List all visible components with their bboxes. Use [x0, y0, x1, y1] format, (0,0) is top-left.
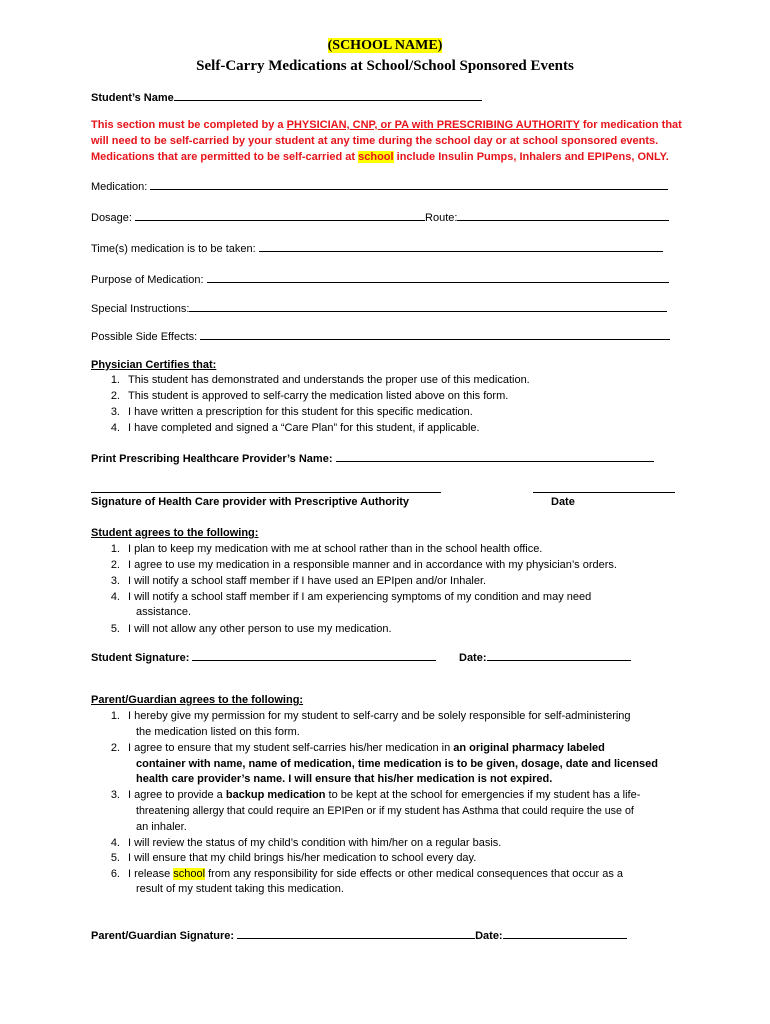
side-effects-field[interactable]: [200, 329, 670, 340]
student-name-field[interactable]: [174, 90, 482, 101]
side-effects-row: [91, 329, 670, 344]
item-text: This student has demonstrated and understands the proper use of this medication.: [128, 374, 530, 386]
provider-name-label: Print Prescribing Healthcare Provider’s Name:: [91, 453, 333, 465]
list-item: [91, 788, 640, 802]
purpose-label: Purpose of Medication:: [91, 274, 204, 286]
item-text: This student is approved to self-carry the medication listed above on this form.: [128, 390, 509, 402]
student-signature-label: Student Signature:: [91, 652, 190, 664]
item-text: I will notify a school staff member if I have used an EPIpen and/or Inhaler.: [128, 575, 487, 587]
notice-text: for medication that: [579, 119, 682, 131]
list-item: [91, 741, 605, 755]
item-text: I plan to keep my medication with me at school rather than in the school health office.: [128, 543, 543, 555]
list-item-continuation: assistance.: [136, 606, 192, 618]
item-text: I will ensure that my child brings his/her medication to school every day.: [128, 852, 477, 864]
parent-signature-label: Parent/Guardian Signature:: [91, 930, 235, 942]
item-number: 4.: [110, 422, 120, 434]
item-number: 6.: [110, 868, 120, 880]
item-number: 4.: [110, 591, 120, 603]
medication-row: [91, 179, 668, 194]
side-effects-label: Possible Side Effects:: [91, 331, 198, 343]
list-item-continuation: an inhaler.: [136, 821, 187, 833]
purpose-field[interactable]: [207, 272, 669, 283]
list-item-continuation: result of my student taking this medication.: [136, 883, 344, 895]
list-item-continuation: threatening allergy that could require an EPIPen or if my student has Asthma that could require the use of: [136, 805, 634, 817]
item-number: 2.: [110, 559, 120, 571]
list-item: [91, 558, 617, 572]
list-item: [91, 590, 591, 604]
school-name-heading: [0, 38, 770, 54]
medication-label: Medication:: [91, 181, 148, 193]
student-name-label: Student’s Name: [91, 92, 174, 104]
list-item: [91, 421, 480, 435]
form-title: Self-Carry Medications at School/School Sponsored Events: [196, 58, 574, 74]
item-text: I release: [128, 868, 174, 880]
item-number: 2.: [110, 390, 120, 402]
school-highlight: school: [173, 868, 206, 880]
school-highlight: school: [358, 151, 394, 163]
item-text: to be kept at the school for emergencies if my student has a life-: [325, 789, 641, 801]
times-label: Time(s) medication is to be taken:: [91, 243, 256, 255]
student-date-label: Date:: [459, 652, 487, 664]
list-item: [91, 622, 392, 636]
school-name: (SCHOOL NAME): [327, 38, 443, 53]
item-number: 4.: [110, 837, 120, 849]
student-signature-field[interactable]: [192, 650, 436, 661]
student-name-row: [91, 90, 482, 105]
item-number: 2.: [110, 742, 120, 754]
item-number: 5.: [110, 852, 120, 864]
list-item: [91, 373, 530, 387]
dosage-field[interactable]: [135, 210, 425, 221]
provider-name-row: [91, 451, 654, 466]
item-number: 5.: [110, 623, 120, 635]
dosage-row: [91, 210, 669, 225]
list-item: [91, 836, 501, 850]
medication-field[interactable]: [150, 179, 668, 190]
times-field[interactable]: [259, 241, 663, 252]
list-item: [91, 405, 473, 419]
physician-heading: Physician Certifies that:: [91, 359, 217, 371]
student-signature-row: [91, 650, 436, 665]
item-text: I will not allow any other person to use my medication.: [128, 623, 392, 635]
list-item: [91, 574, 486, 588]
route-label: Route:: [425, 212, 458, 224]
times-row: [91, 241, 663, 256]
notice-line-2: will need to be self-carried by your student at any time during the school day or at school sponsored events.: [91, 135, 659, 147]
item-text: I hereby give my permission for my student to self-carry and be solely responsible for self-administering: [128, 710, 631, 722]
item-text: I have written a prescription for this student for this specific medication.: [128, 406, 473, 418]
item-text: I agree to provide a: [128, 789, 226, 801]
list-item: [91, 389, 508, 403]
parent-signature-row: [91, 928, 627, 943]
special-instructions-row: [91, 301, 667, 316]
item-text: from any responsibility for side effects or other medical consequences that occur as a: [205, 868, 624, 880]
dosage-label: Dosage:: [91, 212, 132, 224]
item-number: 3.: [110, 789, 120, 801]
item-text: I have completed and signed a “Care Plan” for this student, if applicable.: [128, 422, 480, 434]
item-text: I agree to use my medication in a responsible manner and in accordance with my physician’s orders.: [128, 559, 617, 571]
list-item: [91, 709, 631, 723]
provider-date-label: Date: [551, 496, 575, 508]
provider-name-field[interactable]: [336, 451, 654, 462]
notice-text: This section must be completed by a: [91, 119, 287, 131]
item-number: 3.: [110, 575, 120, 587]
item-text: I will review the status of my child’s condition with him/her on a regular basis.: [128, 837, 502, 849]
list-item: [91, 867, 623, 881]
purpose-row: [91, 272, 669, 287]
notice-text: Medications that are permitted to be self-carried at: [91, 151, 359, 163]
student-heading: Student agrees to the following:: [91, 527, 259, 539]
item-number: 3.: [110, 406, 120, 418]
notice-line-3: [91, 150, 669, 164]
parent-signature-field[interactable]: [237, 928, 475, 939]
provider-date-field[interactable]: [533, 482, 675, 493]
item-text: I agree to ensure that my student self-carries his/her medication in: [128, 742, 454, 754]
student-date-row: [459, 650, 631, 665]
special-instructions-label: Special Instructions:: [91, 303, 190, 315]
list-item-continuation: health care provider’s name. I will ensure that his/her medication is not expired.: [136, 773, 553, 785]
special-instructions-field[interactable]: [189, 301, 667, 312]
list-item-continuation: the medication listed on this form.: [136, 726, 300, 738]
list-item-continuation: container with name, name of medication, time medication is to be given, dosage, date and licensed: [136, 758, 659, 770]
route-field[interactable]: [457, 210, 669, 221]
item-text: I will notify a school staff member if I am experiencing symptoms of my condition and may need: [128, 591, 592, 603]
item-text-bold: an original pharmacy labeled: [453, 742, 605, 754]
provider-signature-label: Signature of Health Care provider with Prescriptive Authority: [91, 496, 410, 508]
parent-heading: Parent/Guardian agrees to the following:: [91, 694, 304, 706]
student-date-field[interactable]: [487, 650, 631, 661]
item-number: 1.: [110, 374, 120, 386]
parent-date-label: Date:: [475, 930, 503, 942]
list-item: [91, 542, 542, 556]
prescribing-authority-text: PHYSICIAN, CNP, or PA with PRESCRIBING AUTHORITY: [286, 119, 580, 131]
notice-text: include Insulin Pumps, Inhalers and EPIPens, ONLY.: [393, 151, 669, 163]
item-number: 1.: [110, 710, 120, 722]
item-text-bold: backup medication: [225, 789, 326, 801]
provider-signature-field[interactable]: [91, 482, 441, 493]
parent-date-field[interactable]: [503, 928, 627, 939]
item-number: 1.: [110, 543, 120, 555]
notice-line-1: [91, 118, 682, 132]
list-item: [91, 851, 476, 865]
